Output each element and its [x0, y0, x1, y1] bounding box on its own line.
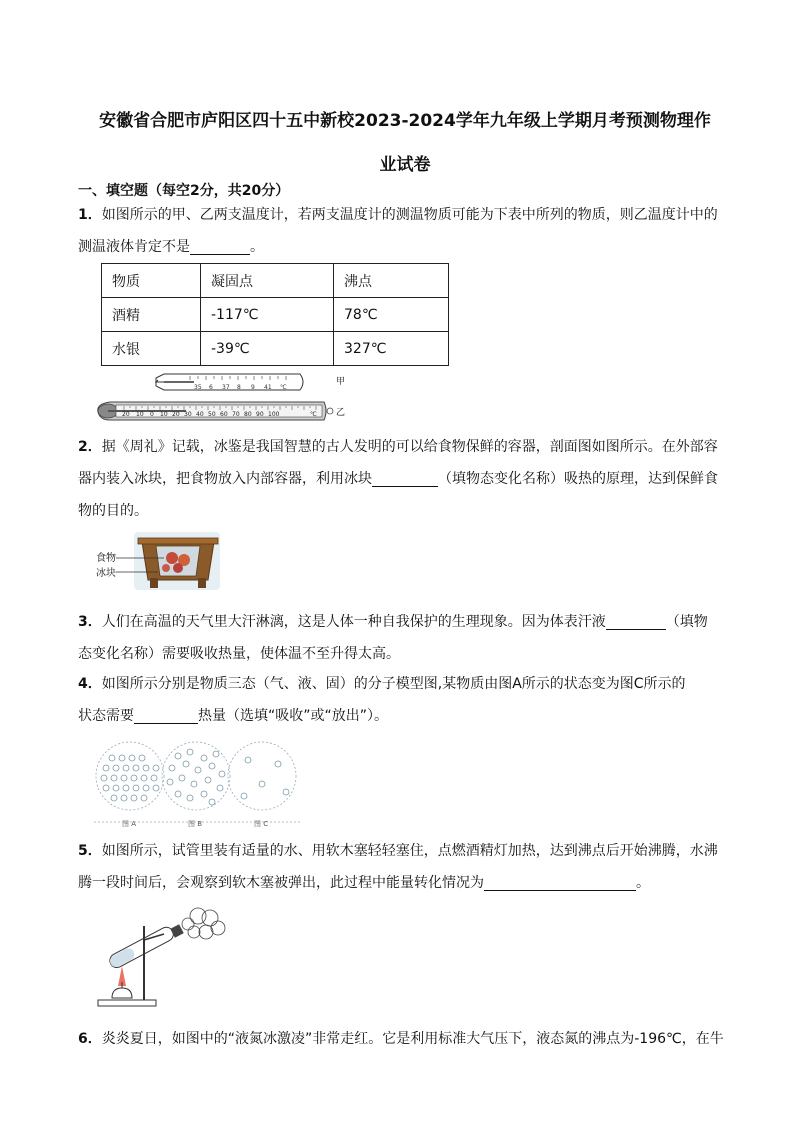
question-4 [78, 668, 750, 732]
scale-label: 35 [194, 384, 202, 391]
page-title-line2: 业试卷 [379, 155, 431, 175]
table-cell: -117℃ [201, 298, 334, 332]
answer-blank[interactable] [190, 236, 250, 255]
question-number: 5． [78, 843, 102, 859]
scale-label: 37 [222, 384, 230, 391]
scale-label: 60 [220, 411, 228, 418]
thermometer-figure [94, 368, 354, 426]
question-text: 腾一段时间后，会观察到软木塞被弹出，此过程中能量转化情况为 [78, 875, 484, 891]
scale-label: 40 [196, 411, 204, 418]
question-text: （填物态变化名称）吸热的原理，达到保鲜食 [438, 471, 718, 487]
scale-label: 0 [150, 411, 154, 418]
figure-label-c: 图 C [254, 820, 269, 828]
test-tube-figure [94, 906, 230, 1010]
question-text: 。 [250, 239, 264, 255]
label-jia: 甲 [336, 377, 346, 387]
page-title-line1: 安徽省合肥市庐阳区四十五中新校2023-2024学年九年级上学期月考预测物理作 [99, 111, 711, 131]
question-text: 。 [636, 875, 650, 891]
scale-label: 8 [237, 384, 241, 391]
scale-label: 30 [184, 411, 192, 418]
figure-label-b: 图 B [188, 820, 203, 828]
scale-label: 41 [264, 384, 272, 391]
question-text: 态变化名称）需要吸收热量，使体温不至升得太高。 [78, 646, 400, 662]
label-yi: 乙 [336, 408, 346, 418]
table-header: 沸点 [334, 264, 449, 298]
question-text: 热量（选填“吸收”或“放出”）。 [198, 708, 389, 724]
question-text: 据《周礼》记载，冰鉴是我国智慧的古人发明的可以给食物保鲜的容器，剖面图如图所示。在外部容 [101, 439, 718, 455]
thermometer-yi [98, 402, 333, 420]
question-3 [78, 606, 750, 670]
table-header: 凝固点 [201, 264, 334, 298]
scale-label: 10 [160, 411, 168, 418]
scale-label: 70 [232, 411, 240, 418]
question-text: 人们在高温的天气里大汗淋漓，这是人体一种自我保护的生理现象。因为体表汗液 [101, 614, 606, 630]
thermometer-jia [156, 374, 303, 391]
figure-label-a: 图 A [122, 820, 137, 828]
table-cell: 水银 [102, 332, 201, 366]
scale-label: 6 [209, 384, 213, 391]
substance-table [101, 263, 449, 366]
question-number: 6． [78, 1031, 102, 1047]
molecule-states-figure [92, 738, 304, 832]
table-row [102, 298, 449, 332]
scale-label: 20 [122, 411, 130, 418]
liquid-state-molecules [167, 749, 225, 805]
scale-label: ℃ [310, 411, 317, 418]
answer-blank[interactable] [484, 872, 636, 891]
scale-label: 10 [136, 411, 144, 418]
label-ice: 冰块 [96, 568, 116, 579]
table-row [102, 332, 449, 366]
scale-label: ℃ [280, 384, 287, 391]
scale-label: 80 [244, 411, 252, 418]
answer-blank[interactable] [134, 705, 198, 724]
table-cell: 78℃ [334, 298, 449, 332]
label-food: 食物 [96, 553, 116, 564]
table-cell: -39℃ [201, 332, 334, 366]
solid-state-molecules [101, 755, 159, 801]
table-cell: 327℃ [334, 332, 449, 366]
question-number: 2． [78, 439, 102, 455]
question-number: 1． [78, 207, 102, 223]
scale-label: 50 [208, 411, 216, 418]
question-text: 炎炎夏日，如图中的“液氮冰激凌”非常走红。它是利用标准大气压下，液态氮的沸点为-196℃，在牛 [101, 1031, 724, 1047]
scale-label: 20 [172, 411, 180, 418]
question-text: 测温液体肯定不是 [78, 239, 190, 255]
question-text: 如图所示分别是物质三态（气、液、固）的分子模型图,某物质由图A所示的状态变为图C所示的 [101, 676, 686, 692]
table-header-row [102, 264, 449, 298]
question-text: 如图所示，试管里装有适量的水、用软木塞轻轻塞住，点燃酒精灯加热，达到沸点后开始沸腾，水沸 [101, 843, 718, 859]
answer-blank[interactable] [372, 468, 438, 487]
question-text: （填物 [665, 614, 708, 630]
table-header: 物质 [102, 264, 201, 298]
table-cell: 酒精 [102, 298, 201, 332]
scale-label: 90 [256, 411, 264, 418]
question-1 [78, 199, 750, 263]
question-text: 物的目的。 [78, 503, 148, 519]
question-2 [78, 431, 750, 527]
question-text: 状态需要 [78, 708, 134, 724]
answer-blank[interactable] [606, 611, 666, 630]
section-heading: 一、填空题（每空2分，共20分） [78, 183, 290, 199]
question-5 [78, 835, 750, 899]
question-number: 4． [78, 676, 102, 692]
gas-state-molecules [241, 757, 289, 799]
question-number: 3． [78, 614, 102, 630]
question-text: 如图所示的甲、乙两支温度计，若两支温度计的测温物质可能为下表中所列的物质，则乙温度计中的 [101, 207, 718, 223]
scale-label: 100 [268, 411, 280, 418]
question-text: 器内装入冰块，把食物放入内部容器，利用冰块 [78, 471, 372, 487]
question-6 [78, 1023, 750, 1055]
scale-label: 9 [251, 384, 255, 391]
ice-chest-figure [94, 528, 226, 596]
